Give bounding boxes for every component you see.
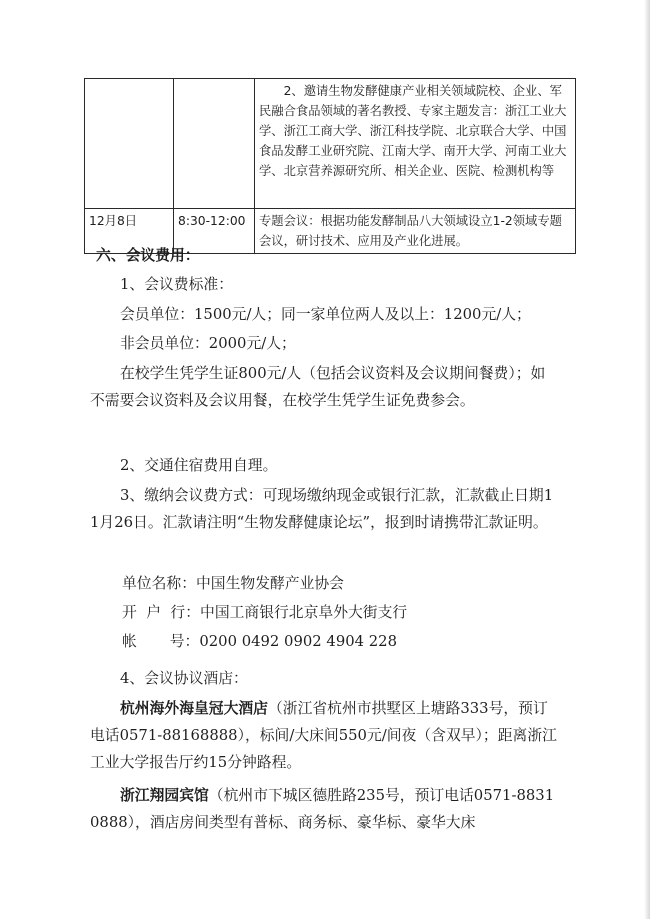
- account-name-label: 单位名称：: [122, 575, 196, 592]
- hotel1-details: （浙江省杭州市拱墅区上塘路333号，预订电话0571-88168888），标间/大床间550元/间夜（含双早）；距离浙江工业大学报告厅约15分钟路程。: [90, 700, 557, 771]
- date-cell: [85, 79, 174, 209]
- lodging-note: 2、交通住宿费用自理。: [120, 457, 278, 474]
- hotel-title: 4、会议协议酒店：: [120, 670, 248, 687]
- time-cell: [174, 79, 255, 209]
- account-name-row: [122, 570, 344, 597]
- scan-edge-shadow: [644, 0, 650, 919]
- member-fee: 会员单位：1500元/人；同一家单位两人及以上：1200元/人；: [120, 306, 531, 323]
- hotel1-name: 杭州海外海皇冠大酒店: [120, 700, 268, 717]
- hotel2-details: （杭州市下城区德胜路235号，预订电话0571-88310888），酒店房间类型有普标、商务标、豪华标、豪华大床: [90, 787, 555, 831]
- payment-method: 3、缴纳会议费方式：可现场缴纳现金或银行汇款，汇款截止日期11月26日。汇款请注明“生物发酵健康论坛”，报到时请携带汇款证明。: [90, 487, 554, 531]
- account-number-label: 帐 号：: [122, 633, 200, 650]
- fee-standard-title: 1、会议费标准：: [120, 276, 233, 293]
- hotel1-paragraph: [90, 695, 560, 776]
- account-number-row: [122, 628, 397, 655]
- bank-value: 中国工商银行北京阜外大街支行: [200, 604, 408, 621]
- nonmember-fee: 非会员单位：2000元/人；: [120, 335, 296, 352]
- account-number-value: 0200 0492 0902 4904 228: [199, 633, 398, 650]
- content-cell: 2、邀请生物发酵健康产业相关领域院校、企业、军民融合食品领域的著名教授、专家主题发言：浙江工业大学、浙江工商大学、浙江科技学院、北京联合大学、中国食品发酵工业研究院、江南大学、南开大学、河南工业大学、北京营养源研究所、相关企业、医院、检测机构等: [255, 79, 576, 209]
- time-cell: 8:30-12:00: [174, 209, 255, 254]
- hotel2-name: 浙江翔园宾馆: [120, 787, 209, 804]
- student-fee: 在校学生凭学生证800元/人（包括会议资料及会议期间餐费）；如不需要会议资料及会议用餐，在校学生凭学生证免费参会。: [90, 365, 546, 409]
- section-heading: 六、会议费用：: [96, 247, 200, 264]
- table-row: [85, 79, 576, 209]
- account-name-value: 中国生物发酵产业协会: [196, 575, 344, 592]
- hotel2-paragraph: [90, 782, 560, 836]
- bank-label: 开 户 行：: [122, 604, 201, 621]
- date-cell: 12月8日: [85, 209, 174, 254]
- schedule-table: [84, 78, 576, 254]
- bank-row: [122, 599, 407, 626]
- content-cell: 专题会议：根据功能发酵制品八大领域设立1-2领域专题会议，研讨技术、应用及产业化进展。: [255, 209, 576, 254]
